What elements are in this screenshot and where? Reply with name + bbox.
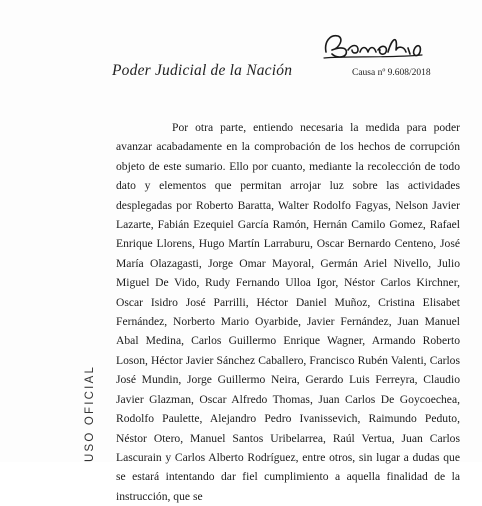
- court-header-title: Poder Judicial de la Nación: [112, 62, 293, 79]
- handwritten-signature: [318, 28, 428, 64]
- official-use-stamp: USO OFICIAL: [84, 364, 96, 462]
- body-paragraph: Por otra parte, entiendo necesaria la medida para poder avanzar acabadamente en la comprobación de los hechos de corrupción objeto de este sumario. Ello por cuanto, mediante la recolección de todo dato y elementos que permitan arrojar luz sobre las actividades desplegadas por Roberto Baratta, Walter Rodolfo Fagyas, Nelson Javier Lazarte, Fabián Ezequiel García Ramón, Hernán Camilo Gomez, Rafael Enrique Llorens, Hugo Martín Larraburu, Oscar Bernardo Centeno, José María Olazagasti, Jorge Omar Mayoral, Germán Ariel Nivello, Julio Miguel De Vido, Rudy Fernando Ulloa Igor, Néstor Carlos Kirchner, Oscar Isidro José Parrilli, Héctor Daniel Muñoz, Cristina Elisabet Fernández, Norberto Mario Oyarbide, Javier Fernández, Juan Manuel Abal Medina, Carlos Guillermo Enrique Wagner, Armando Roberto Loson, Héctor Javier Sánchez Caballero, Francisco Rubén Valenti, Carlos José Mundin, Jorge Guillermo Neira, Gerardo Luis Ferreyra, Claudio Javier Glazman, Oscar Alfredo Thomas, Juan Carlos De Goycoechea, Rodolfo Paulette, Alejandro Pedro Ivanissevich, Raimundo Peduto, Néstor Otero, Manuel Santos Uribelarrea, Raúl Vertua, Juan Carlos Lascurain y Carlos Alberto Rodríguez, entre otros, sin lugar a dudas que se estará intentando dar fiel cumplimiento a aquella finalidad de la instrucción, que se: [116, 121, 460, 503]
- document-body: [116, 118, 460, 506]
- case-number: Causa nº 9.608/2018: [352, 68, 431, 78]
